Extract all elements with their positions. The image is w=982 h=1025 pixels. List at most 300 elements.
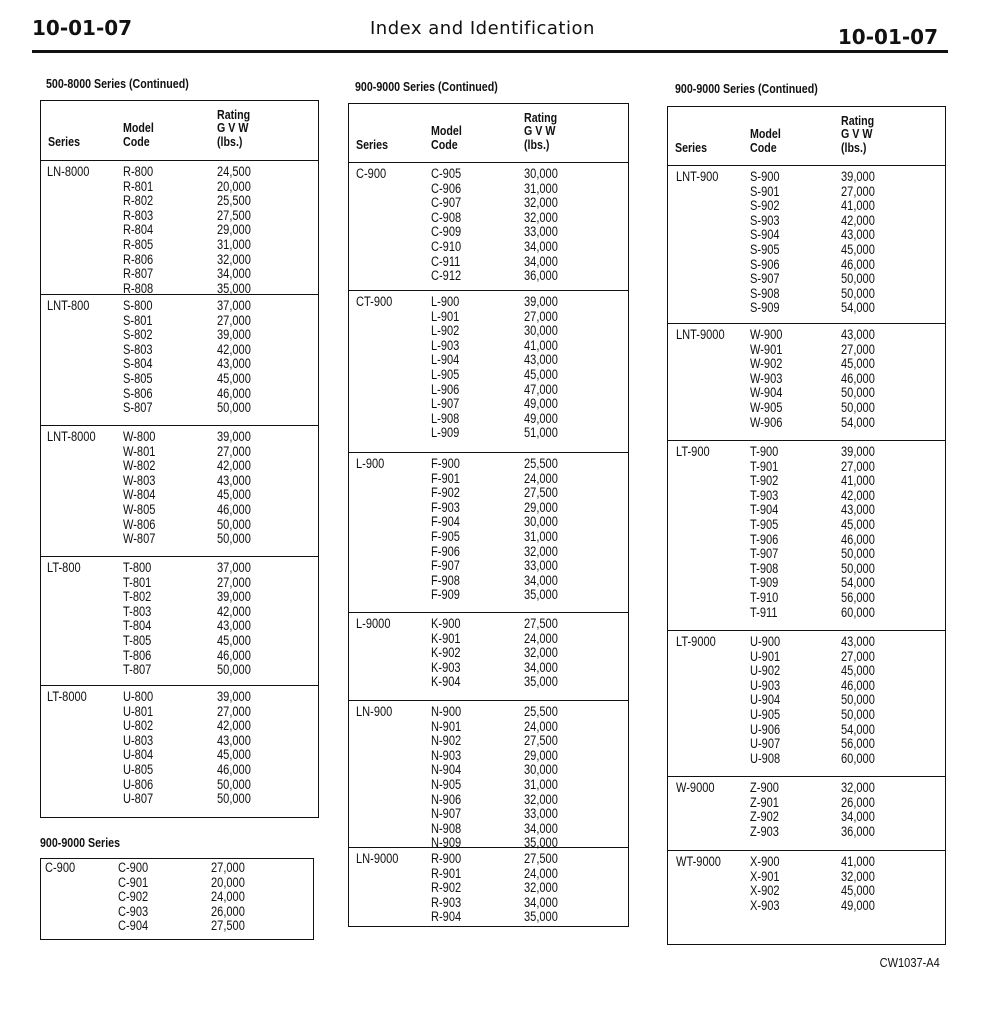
model-code-list: [750, 781, 779, 839]
series-group: [349, 701, 628, 851]
model-code: U-801: [123, 703, 154, 719]
gvw-rating: 27,500: [524, 733, 558, 749]
model-code-list: [431, 617, 461, 690]
gvw-rating: 31,000: [524, 528, 558, 544]
gvw-rating: 50,000: [217, 516, 251, 532]
model-code: W-801: [123, 443, 156, 459]
gvw-rating-list: [841, 328, 875, 430]
model-code: U-806: [123, 776, 154, 792]
model-code: U-906: [750, 721, 781, 737]
model-code: N-903: [431, 747, 462, 763]
gvw-rating: 31,000: [524, 180, 558, 196]
series-group: [349, 291, 628, 453]
header-rating: Rating: [841, 113, 875, 128]
model-code: N-904: [431, 762, 462, 778]
model-code: R-806: [123, 251, 154, 267]
model-code: S-908: [750, 285, 780, 301]
model-code: S-906: [750, 256, 780, 272]
model-code: F-906: [431, 543, 460, 559]
gvw-rating: 50,000: [217, 662, 251, 678]
model-code: X-901: [750, 868, 780, 884]
model-code: U-905: [750, 706, 781, 722]
model-code: R-902: [431, 880, 462, 896]
gvw-rating: 29,000: [524, 747, 558, 763]
model-code: C-905: [431, 166, 462, 181]
model-code: R-903: [431, 894, 462, 910]
gvw-rating: 27,000: [217, 574, 251, 590]
model-code: S-807: [123, 400, 153, 416]
gvw-rating: 29,000: [217, 222, 251, 238]
gvw-rating: 54,000: [841, 300, 875, 316]
model-code: Z-902: [750, 809, 779, 825]
model-code: W-905: [750, 399, 783, 415]
model-code: T-902: [750, 473, 779, 489]
header-model: Model: [750, 126, 781, 141]
gvw-rating: 46,000: [841, 370, 875, 386]
model-code: C-909: [431, 224, 462, 240]
model-code: F-907: [431, 558, 460, 574]
gvw-rating: 45,000: [217, 370, 251, 386]
model-code: S-801: [123, 312, 153, 328]
gvw-rating: 27,000: [841, 458, 875, 474]
gvw-rating: 25,500: [524, 704, 558, 719]
gvw-rating: 27,500: [524, 616, 558, 631]
model-code: Z-903: [750, 823, 779, 839]
model-code: N-901: [431, 718, 462, 734]
model-code: W-901: [750, 341, 783, 357]
model-code: S-909: [750, 300, 780, 316]
gvw-table: [40, 100, 319, 818]
gvw-rating: 24,500: [217, 164, 251, 179]
model-code: L-902: [431, 323, 460, 339]
model-code: C-910: [431, 238, 462, 254]
model-code: T-911: [750, 604, 778, 620]
header-code: Code: [431, 137, 458, 152]
gvw-rating-list: [841, 635, 875, 766]
gvw-rating: 35,000: [524, 587, 558, 603]
series-group: [349, 453, 628, 613]
model-code: R-804: [123, 222, 154, 238]
model-code: W-805: [123, 501, 156, 517]
gvw-rating: 60,000: [841, 604, 875, 620]
model-code: T-800: [123, 560, 152, 575]
model-code: F-905: [431, 528, 460, 544]
gvw-rating: 34,000: [524, 820, 558, 836]
model-code: W-906: [750, 414, 783, 430]
model-code: R-802: [123, 193, 154, 209]
gvw-table: [348, 103, 629, 927]
model-code: S-904: [750, 227, 780, 243]
gvw-rating: 54,000: [841, 414, 875, 430]
model-code: T-905: [750, 516, 779, 532]
gvw-rating: 39,000: [217, 327, 251, 343]
model-code: W-903: [750, 370, 783, 386]
header-gvw: G V W: [217, 120, 249, 135]
model-code: S-800: [123, 298, 153, 313]
header-model: Model: [431, 123, 462, 138]
model-code: K-904: [431, 674, 461, 690]
series-name: LNT-900: [676, 169, 719, 184]
gvw-rating: 27,000: [841, 648, 875, 664]
gvw-rating-list: [524, 705, 558, 851]
model-code: L-905: [431, 366, 460, 382]
model-code: X-902: [750, 883, 780, 899]
gvw-rating: 34,000: [524, 572, 558, 588]
series-name: LT-8000: [47, 689, 87, 704]
model-code-list: [123, 430, 155, 547]
gvw-rating: 27,000: [524, 308, 558, 324]
gvw-rating: 24,000: [211, 889, 245, 905]
gvw-rating: 35,000: [524, 835, 558, 851]
gvw-rating: 56,000: [841, 589, 875, 605]
table-title: 900-9000 Series (Continued): [675, 81, 818, 96]
gvw-rating: 50,000: [841, 285, 875, 301]
model-code-list: [123, 299, 153, 416]
gvw-rating: 25,500: [524, 456, 558, 471]
gvw-rating: 50,000: [841, 385, 875, 401]
gvw-rating-list: [524, 295, 558, 441]
model-code: W-904: [750, 385, 783, 401]
model-code: N-907: [431, 806, 462, 822]
gvw-rating: 27,500: [524, 851, 558, 866]
model-code: U-907: [750, 736, 781, 752]
series-name: WT-9000: [676, 854, 721, 869]
series-name: LT-800: [47, 560, 81, 575]
model-code: S-905: [750, 241, 780, 257]
series-name: C-900: [45, 860, 76, 875]
gvw-rating: 32,000: [524, 645, 558, 661]
gvw-rating: 47,000: [524, 381, 558, 397]
gvw-rating: 39,000: [841, 444, 875, 459]
gvw-rating-list: [524, 167, 558, 284]
header-lbs: (lbs.): [841, 140, 867, 155]
gvw-rating: 42,000: [217, 458, 251, 474]
gvw-rating: 50,000: [217, 776, 251, 792]
model-code: F-900: [431, 456, 460, 471]
model-code: W-807: [123, 531, 156, 547]
gvw-rating: 32,000: [841, 868, 875, 884]
gvw-rating: 42,000: [217, 341, 251, 357]
model-code: S-903: [750, 212, 780, 228]
model-code: U-904: [750, 692, 781, 708]
model-code: U-903: [750, 677, 781, 693]
gvw-rating: 46,000: [217, 501, 251, 517]
model-code-list: [123, 561, 151, 678]
model-code-list: [750, 328, 782, 430]
model-code-list: [123, 690, 153, 807]
gvw-rating: 46,000: [217, 761, 251, 777]
gvw-rating: 56,000: [841, 736, 875, 752]
gvw-rating: 27,000: [217, 703, 251, 719]
gvw-rating: 24,000: [524, 470, 558, 486]
model-code-list: [123, 165, 153, 296]
model-code: U-807: [123, 791, 154, 807]
gvw-rating-list: [524, 852, 558, 925]
gvw-rating-list: [524, 457, 558, 603]
model-code: C-901: [118, 874, 149, 890]
gvw-rating: 27,000: [841, 341, 875, 357]
gvw-rating: 42,000: [217, 718, 251, 734]
gvw-rating: 35,000: [524, 674, 558, 690]
gvw-rating: 32,000: [524, 543, 558, 559]
table-title: 900-9000 Series (Continued): [355, 79, 498, 94]
model-code: F-908: [431, 572, 460, 588]
gvw-rating: 25,500: [217, 193, 251, 209]
series-group: [668, 441, 945, 631]
gvw-rating: 30,000: [524, 514, 558, 530]
page-number-left: 10-01-07: [32, 16, 133, 40]
gvw-rating: 49,000: [524, 410, 558, 426]
model-code: N-908: [431, 820, 462, 836]
gvw-rating: 50,000: [841, 271, 875, 287]
model-code: K-900: [431, 616, 461, 631]
series-group: [668, 851, 945, 944]
series-name: L-900: [356, 456, 385, 471]
model-code: L-909: [431, 425, 460, 441]
gvw-rating-list: [217, 430, 251, 547]
series-group: [41, 557, 318, 686]
gvw-rating: 39,000: [841, 169, 875, 184]
gvw-rating: 24,000: [524, 865, 558, 881]
gvw-rating: 24,000: [524, 718, 558, 734]
page-title: Index and Identification: [370, 18, 595, 39]
gvw-rating: 45,000: [841, 516, 875, 532]
table-title: 500-8000 Series (Continued): [46, 76, 189, 91]
model-code: R-805: [123, 236, 154, 252]
model-code: T-802: [123, 589, 152, 605]
gvw-rating: 54,000: [841, 575, 875, 591]
gvw-rating: 27,500: [217, 207, 251, 223]
gvw-rating: 32,000: [841, 780, 875, 795]
gvw-rating: 34,000: [524, 238, 558, 254]
model-code: R-800: [123, 164, 154, 179]
gvw-rating-list: [217, 561, 251, 678]
model-code: W-806: [123, 516, 156, 532]
model-code: T-805: [123, 632, 152, 648]
gvw-rating: 32,000: [524, 791, 558, 807]
model-code: C-903: [118, 903, 149, 919]
gvw-rating: 43,000: [524, 352, 558, 368]
model-code: F-902: [431, 485, 460, 501]
model-code: X-903: [750, 897, 780, 913]
model-code: R-900: [431, 851, 462, 866]
gvw-rating: 35,000: [217, 280, 251, 296]
gvw-rating: 46,000: [217, 647, 251, 663]
table-header: [668, 107, 945, 166]
model-code: T-907: [750, 546, 779, 562]
model-code: C-904: [118, 918, 149, 934]
gvw-rating: 54,000: [841, 721, 875, 737]
model-code-list: [750, 855, 780, 913]
model-code: C-911: [431, 253, 461, 269]
header-code: Code: [123, 134, 150, 149]
model-code: W-900: [750, 327, 783, 342]
gvw-rating: 30,000: [524, 762, 558, 778]
series-name: LT-9000: [676, 634, 716, 649]
model-code: C-912: [431, 268, 462, 284]
header-code: Code: [750, 140, 777, 155]
gvw-rating: 43,000: [841, 227, 875, 243]
gvw-rating: 36,000: [524, 268, 558, 284]
model-code-list: [431, 167, 461, 284]
gvw-rating: 24,000: [524, 630, 558, 646]
model-code: N-905: [431, 776, 462, 792]
model-code: T-908: [750, 560, 779, 576]
header-gvw: G V W: [841, 126, 873, 141]
model-code: S-804: [123, 356, 153, 372]
gvw-rating: 45,000: [841, 663, 875, 679]
model-code: W-902: [750, 356, 783, 372]
model-code: S-901: [750, 183, 780, 199]
model-code: W-802: [123, 458, 156, 474]
gvw-rating: 33,000: [524, 224, 558, 240]
model-code: Z-900: [750, 780, 779, 795]
gvw-rating: 34,000: [524, 659, 558, 675]
model-code: S-805: [123, 370, 153, 386]
gvw-rating: 27,000: [217, 443, 251, 459]
gvw-rating: 50,000: [217, 400, 251, 416]
gvw-rating: 27,000: [211, 860, 245, 875]
gvw-rating: 46,000: [217, 385, 251, 401]
gvw-rating: 31,000: [524, 776, 558, 792]
gvw-rating: 37,000: [217, 298, 251, 313]
model-code-list: [118, 861, 148, 934]
gvw-rating: 39,000: [524, 294, 558, 309]
gvw-rating: 41,000: [841, 854, 875, 869]
gvw-rating: 26,000: [211, 903, 245, 919]
model-code: K-903: [431, 659, 461, 675]
model-code: T-909: [750, 575, 779, 591]
series-group: [668, 166, 945, 324]
header-gvw: G V W: [524, 123, 556, 138]
series-name: L-9000: [356, 616, 391, 631]
gvw-rating: 42,000: [841, 212, 875, 228]
gvw-rating: 50,000: [841, 399, 875, 415]
model-code: F-904: [431, 514, 460, 530]
gvw-rating: 27,500: [211, 918, 245, 934]
gvw-rating: 32,000: [524, 880, 558, 896]
gvw-rating: 43,000: [217, 618, 251, 634]
model-code: X-900: [750, 854, 780, 869]
gvw-rating-list: [211, 861, 245, 934]
gvw-rating-list: [524, 617, 558, 690]
model-code: T-904: [750, 502, 779, 518]
model-code: U-908: [750, 750, 781, 766]
model-code: U-902: [750, 663, 781, 679]
gvw-rating: 60,000: [841, 750, 875, 766]
gvw-rating: 50,000: [841, 692, 875, 708]
gvw-rating: 45,000: [524, 366, 558, 382]
gvw-rating: 30,000: [524, 323, 558, 339]
model-code: T-900: [750, 444, 779, 459]
gvw-rating: 33,000: [524, 558, 558, 574]
model-code: L-901: [431, 308, 460, 324]
series-group: [349, 848, 628, 926]
model-code: T-803: [123, 603, 152, 619]
model-code: U-802: [123, 718, 154, 734]
model-code: C-900: [118, 860, 149, 875]
gvw-rating: 45,000: [841, 883, 875, 899]
model-code: T-910: [750, 589, 779, 605]
header-rating: Rating: [524, 110, 558, 125]
model-code: N-900: [431, 704, 462, 719]
series-group: [41, 295, 318, 426]
gvw-rating: 31,000: [217, 236, 251, 252]
model-code: R-808: [123, 280, 154, 296]
series-name: LNT-9000: [676, 327, 725, 342]
gvw-rating: 41,000: [841, 473, 875, 489]
model-code: R-803: [123, 207, 154, 223]
model-code: C-907: [431, 195, 462, 211]
model-code: F-903: [431, 499, 460, 515]
series-name: LN-900: [356, 704, 393, 719]
gvw-rating: 45,000: [841, 356, 875, 372]
header-lbs: (lbs.): [524, 137, 550, 152]
gvw-rating: 43,000: [841, 502, 875, 518]
series-name: LNT-8000: [47, 429, 96, 444]
series-name: LN-9000: [356, 851, 399, 866]
gvw-rating-list: [841, 170, 875, 316]
gvw-rating: 33,000: [524, 806, 558, 822]
model-code: L-908: [431, 410, 460, 426]
gvw-rating: 32,000: [524, 209, 558, 225]
model-code: L-904: [431, 352, 460, 368]
model-code-list: [750, 635, 780, 766]
gvw-rating: 45,000: [217, 747, 251, 763]
gvw-rating: 39,000: [217, 589, 251, 605]
gvw-rating: 46,000: [841, 531, 875, 547]
model-code: U-901: [750, 648, 781, 664]
gvw-rating: 32,000: [524, 195, 558, 211]
series-group: [668, 324, 945, 441]
gvw-rating: 51,000: [524, 425, 558, 441]
header-series: Series: [675, 140, 708, 155]
gvw-rating: 49,000: [524, 396, 558, 412]
model-code: U-900: [750, 634, 781, 649]
model-code: R-807: [123, 266, 154, 282]
gvw-rating-list: [217, 299, 251, 416]
series-name: C-900: [356, 166, 387, 181]
model-code: C-908: [431, 209, 462, 225]
gvw-rating-list: [841, 855, 875, 913]
gvw-rating: 50,000: [841, 560, 875, 576]
gvw-rating: 50,000: [217, 791, 251, 807]
model-code: T-903: [750, 487, 779, 503]
page-number-right: 10-01-07: [837, 25, 938, 49]
gvw-rating: 27,500: [524, 485, 558, 501]
gvw-rating: 20,000: [211, 874, 245, 890]
model-code-list: [431, 705, 461, 851]
gvw-rating: 41,000: [524, 337, 558, 353]
model-code: U-805: [123, 761, 154, 777]
gvw-rating: 39,000: [217, 429, 251, 444]
gvw-rating: 42,000: [841, 487, 875, 503]
header-series: Series: [356, 137, 389, 152]
model-code: T-804: [123, 618, 152, 634]
model-code: K-902: [431, 645, 461, 661]
table-header: [41, 101, 318, 161]
gvw-table: [667, 106, 946, 945]
table-header: [349, 104, 628, 163]
series-name: CT-900: [356, 294, 393, 309]
gvw-rating: 37,000: [217, 560, 251, 575]
model-code-list: [750, 445, 778, 620]
header-rating: Rating: [217, 107, 251, 122]
table-title: 900-9000 Series: [40, 835, 121, 850]
model-code: F-901: [431, 470, 460, 486]
series-group: [349, 163, 628, 291]
model-code: L-906: [431, 381, 460, 397]
